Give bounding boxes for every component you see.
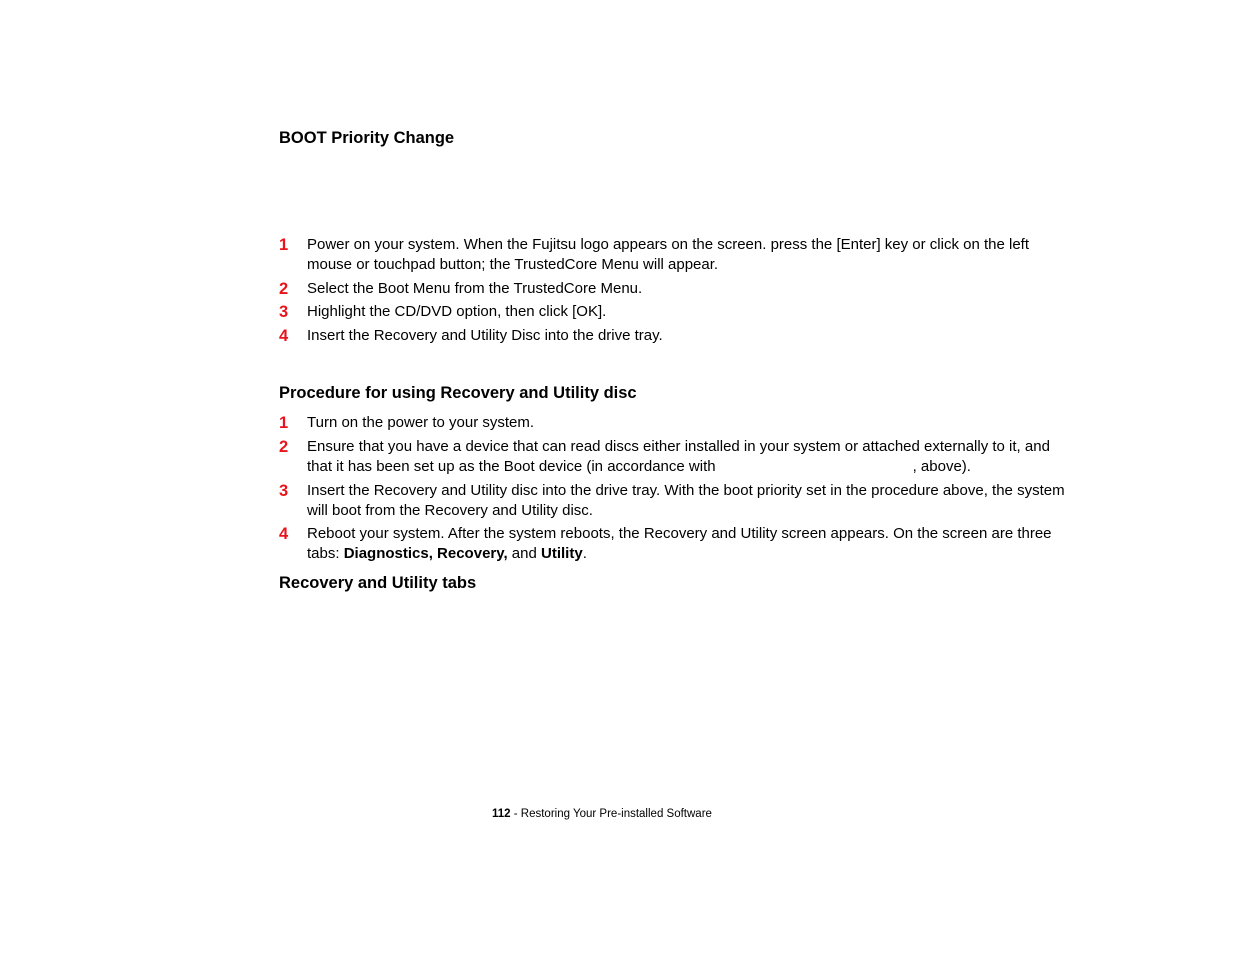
step-text: Select the Boot Menu from the TrustedCore Menu. [307, 280, 643, 297]
step-text [307, 437, 1067, 477]
boot-priority-heading: BOOT Priority Change [279, 129, 455, 147]
step-text: Highlight the CD/DVD option, then click [OK]. [307, 303, 607, 320]
step-text-after: . [582, 545, 587, 562]
step-number: 4 [279, 327, 289, 345]
step-text-before: Ensure that you have a device that can read discs either installed in your system or attached externally to it, and that it has been set up as the Boot device (in accordance with [307, 438, 1050, 475]
footer-text: - Restoring Your Pre-installed Software [510, 808, 712, 820]
step-number: 2 [279, 438, 289, 456]
step-text-before: Reboot your system. After the system reboots, the Recovery and Utility screen appears. On the screen are three tabs: [307, 525, 1052, 562]
step-text-mid: and [507, 545, 542, 562]
step-text: Insert the Recovery and Utility Disc into the drive tray. [307, 327, 663, 344]
step-text: Power on your system. When the Fujitsu logo appears on the screen. press the [Enter] key or click on the left mouse or touchpad button; the TrustedCore Menu will appear. [307, 236, 1030, 273]
step-number: 2 [279, 280, 289, 298]
step-text [307, 524, 1067, 564]
step-text-after: , above). [912, 458, 971, 475]
page-footer [492, 806, 712, 822]
step-text: Turn on the power to your system. [307, 414, 535, 431]
step-number: 3 [279, 482, 289, 500]
procedure-heading: Procedure for using Recovery and Utility disc [279, 384, 637, 402]
step-number: 3 [279, 303, 289, 321]
step-number: 1 [279, 236, 289, 254]
recovery-tabs-heading: Recovery and Utility tabs [279, 574, 477, 592]
step-number: 4 [279, 525, 289, 543]
step-text: Insert the Recovery and Utility disc into the drive tray. With the boot priority set in the procedure above, the system will boot from the Recovery and Utility disc. [307, 482, 1065, 519]
utility-tab-bold: Utility [541, 545, 583, 562]
step-number: 1 [279, 414, 289, 432]
page-number: 112 [492, 808, 511, 820]
tab-names-bold: Diagnostics, Recovery, [343, 545, 508, 562]
